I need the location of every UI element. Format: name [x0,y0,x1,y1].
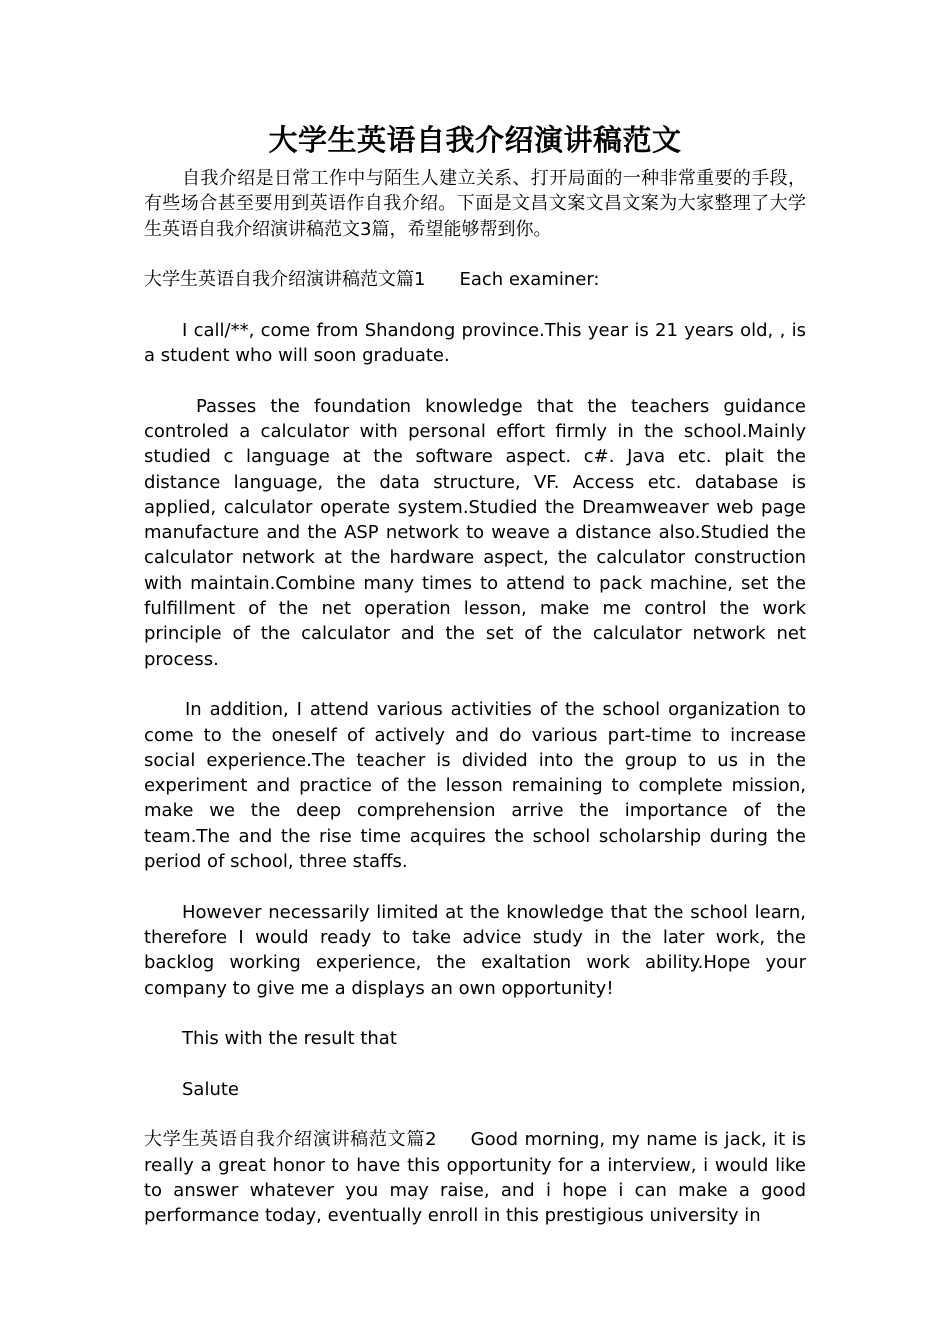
section-1-paragraph: I call/**, come from Shandong province.This year is 21 years old, , is a student who will soon graduate. [144,319,806,367]
document-title: 大学生英语自我介绍演讲稿范文 [268,123,682,157]
document-body [144,120,806,1228]
spacer [144,874,806,899]
spacer [144,292,806,317]
section-1-opening: Each examiner: [459,269,600,291]
section-2-opening: Good morning, my name is jack, it is really a great honor to have this opportunity for a interview, i would like to answer whatever you may raise, and i hope i can make a good performance today, eventually enroll in this prestigious university in [144,1129,807,1227]
section-1-paragraph: In addition, I attend various activities of the school organization to come to the oneself of actively and do various part-time to increase social experience.The teacher is divided into the group to us in the experiment and practice of the lesson remaining to complete mission, make we the deep comprehension arrive the importance of the team.The and the rise time acquires the school scholarship during the period of school, three staffs. [144,699,806,873]
spacer [144,242,806,267]
intro-paragraph: 自我介绍是日常工作中与陌生人建立关系、打开局面的一种非常重要的手段，有些场合甚至要用到英语作自我介绍。下面是文昌文案文昌文案为大家整理了大学生英语自我介绍演讲稿范文3篇，希望能够帮到你。 [144,168,806,240]
section-2-heading-line [144,1127,806,1228]
spacer [144,672,806,697]
section-1-closing: This with the result that [182,1028,397,1050]
section-1-paragraph: However necessarily limited at the knowledge that the school learn, therefore I would ready to take advice study in the later work, the backlog working experience, the exaltation work ability.Hope your company to give me a displays an own opportunity! [144,901,806,999]
section-2-label: 大学生英语自我介绍演讲稿范文篇2 [144,1129,437,1151]
spacer [144,1001,806,1026]
section-1-salute: Salute [182,1078,239,1100]
spacer [144,1051,806,1076]
section-1-label: 大学生英语自我介绍演讲稿范文篇1 [144,269,426,291]
section-1-paragraph: Passes the foundation knowledge that the teachers guidance controled a calculator with personal effort firmly in the school.Mainly studied c language at the software aspect. c#. Java etc. plait the distance language, the data structure, VF. Access etc. database is applied, calculator operate system.Studied the Dreamweaver web page manufacture and the ASP network to weave a distance also.Studied the calculator network at the hardware aspect, the calculator construction with maintain.Combine many times to attend to pack machine, set the fulfillment of the net operation lesson, make me control the work principle of the calculator and the set of the calculator network net process. [144,395,806,670]
spacer [144,368,806,393]
section-1-heading-line [144,267,806,292]
spacer [144,1102,806,1127]
